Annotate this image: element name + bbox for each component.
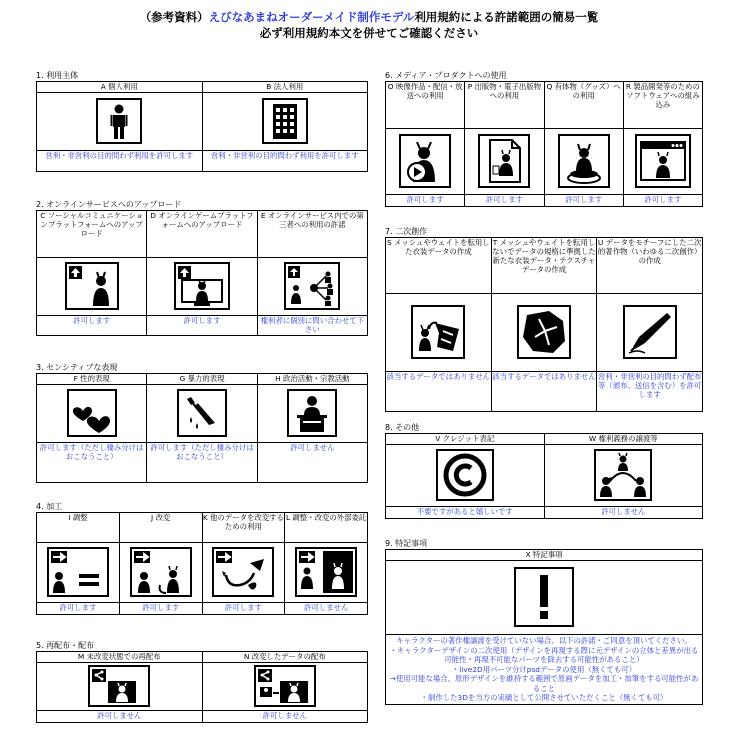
upload-monitor-icon (174, 262, 230, 310)
section-title: 5. 再配布・配布 (36, 641, 95, 650)
outsource-icon (295, 547, 357, 597)
col-head: L 調整・改変の外部委託 (285, 513, 368, 543)
section-title: 9. 特記事項 (385, 539, 428, 548)
col-foot: 営利・非営利の目的問わず利用を許可します (37, 151, 203, 172)
col-head: T メッシュやウェイトを転用しないでデータの規格に準拠した新たな衣装データ・テクスチャデータの作成 (491, 238, 597, 294)
col-foot: 許可します (37, 316, 147, 336)
col-foot: 許可します (465, 195, 544, 207)
section-redistribution (36, 640, 368, 723)
hearts-icon (67, 389, 117, 437)
col-head: D オンラインゲームプラットフォームへのアップロード (147, 211, 257, 258)
col-head: M 未改変状態での再配布 (37, 652, 203, 663)
col-head: K 他のデータを改変するための利用 (202, 513, 285, 543)
section-title: 8. その他 (385, 423, 420, 432)
pen-icon (623, 305, 677, 359)
col-foot: 許可しません (544, 507, 703, 519)
col-head: N 改変したデータの配布 (202, 652, 368, 663)
section-sensitive (36, 362, 368, 483)
knife-icon (177, 389, 227, 437)
section-other (385, 422, 703, 519)
person-icon (96, 98, 142, 144)
col-foot: 許可しません (257, 443, 367, 483)
col-foot: 許可します (119, 603, 202, 615)
building-icon (262, 98, 308, 144)
col-foot: 許可します (37, 603, 120, 615)
col-foot: 許可します (544, 195, 623, 207)
copyright-icon (436, 449, 494, 501)
section-title: 6. メディア・プロダクトへの使用 (385, 71, 507, 80)
page-header (0, 9, 738, 41)
col-foot: 許可します (147, 316, 257, 336)
transfer-icon (594, 449, 652, 501)
section-derivative (385, 226, 703, 412)
section-special-notes (385, 538, 703, 705)
outfit-icon (411, 305, 465, 359)
col-head: I 調整 (37, 513, 120, 543)
modify-icon (130, 547, 192, 597)
col-head: B 法人利用 (202, 82, 368, 93)
notes-text: キャラクターの著作権譲渡を受けていない場合、以下の許諾・ご同意を頂いてください。 ・キャラクターデザインの二次使用（デザインを再現する際に元デザインの立体と差異が出る可能性・再現不可能なパーツを除去する可能性があること） ・live2D用パーツ分けpsdデータの使用（無くても可） →使用可能な場合、原形デザインを維持する範囲で原画データを加工・加筆をする可能性があること ・制作した3Dを当方の実績として公開させていただくこと（無くても可） (386, 635, 703, 705)
col-foot: 権利者に個別に問い合わせて下さい (257, 316, 367, 336)
section-usage-subject (36, 70, 368, 172)
col-head: C ソーシャルコミュニケーションプラットフォームへのアップロード (37, 211, 147, 258)
exclamation-icon (514, 567, 574, 627)
col-foot: 許可しません (202, 711, 368, 723)
share-users-icon (284, 262, 340, 310)
col-foot: 営利・非営利の目的問わず配布等（頒布、送信を含む）を許可します (597, 372, 703, 412)
col-foot: 許可します（ただし棲み分けはおこなうこと） (147, 443, 257, 483)
col-foot: 許可しません (37, 711, 203, 723)
podium-icon (287, 389, 337, 437)
col-foot: 許可します (623, 195, 702, 207)
redistribute-icon (88, 665, 150, 707)
col-head: X 特記事項 (386, 550, 703, 561)
col-foot: 許可します（ただし棲み分けはおこなうこと） (37, 443, 147, 483)
parts-icon (212, 547, 274, 597)
col-head: S メッシュやウェイトを転用した衣装データの作成 (386, 238, 492, 294)
col-foot: 該当するデータではありません (491, 372, 597, 412)
col-head: J 改変 (119, 513, 202, 543)
section-title: 7. 二次創作 (385, 227, 428, 236)
col-foot: 不要ですがあると嬉しいです (386, 507, 545, 519)
col-foot: 許可します (386, 195, 465, 207)
section-title: 2. オンラインサービスへのアップロード (36, 200, 182, 209)
section-online-upload (36, 199, 368, 336)
col-foot: 許可します (202, 603, 285, 615)
col-head: U データをモチーフにした二次的著作物（いわゆる二次創作）の作成 (597, 238, 703, 294)
col-head: G 暴力的表現 (147, 374, 257, 385)
page-title: （参考資料）えびなあまねオーダーメイド制作モデル利用規約による許諾範囲の簡易一覧 (139, 10, 599, 24)
distribute-modified-icon (254, 665, 316, 707)
section-processing (36, 501, 368, 615)
col-head: P 出版物・電子出版物への利用 (465, 82, 544, 129)
col-foot: 許可しません (285, 603, 368, 615)
fabric-icon (517, 305, 571, 359)
video-icon (399, 134, 451, 188)
document-icon (478, 134, 530, 188)
col-head: W 権利義務の譲渡等 (544, 434, 703, 445)
adjust-icon (47, 547, 109, 597)
section-title: 4. 加工 (36, 502, 63, 511)
col-head: A 個人利用 (37, 82, 203, 93)
col-head: E オンラインサービス内での第三者への利用の許諾 (257, 211, 367, 258)
page-subtitle: 必ず利用規約本文を併せてご確認ください (259, 26, 479, 40)
col-foot: 営利・非営利の目的問わず利用を許可します (202, 151, 368, 172)
section-title: 1. 利用主体 (36, 71, 79, 80)
col-head: O 映像作品・配信・放送への利用 (386, 82, 465, 129)
upload-avatar-icon (65, 262, 119, 310)
col-head: H 政治活動・宗教活動 (257, 374, 367, 385)
col-head: Q 有体物（グッズ）への利用 (544, 82, 623, 129)
col-head: F 性的表現 (37, 374, 147, 385)
section-media-product (385, 70, 703, 207)
goods-icon (558, 134, 610, 188)
col-head: V クレジット表記 (386, 434, 545, 445)
section-title: 3. センシティブな表現 (36, 363, 118, 372)
col-foot: 該当するデータではありません (386, 372, 492, 412)
col-head: R 製品開発等のためのソフトウェアへの組み込み (623, 82, 702, 129)
software-icon (635, 134, 691, 188)
